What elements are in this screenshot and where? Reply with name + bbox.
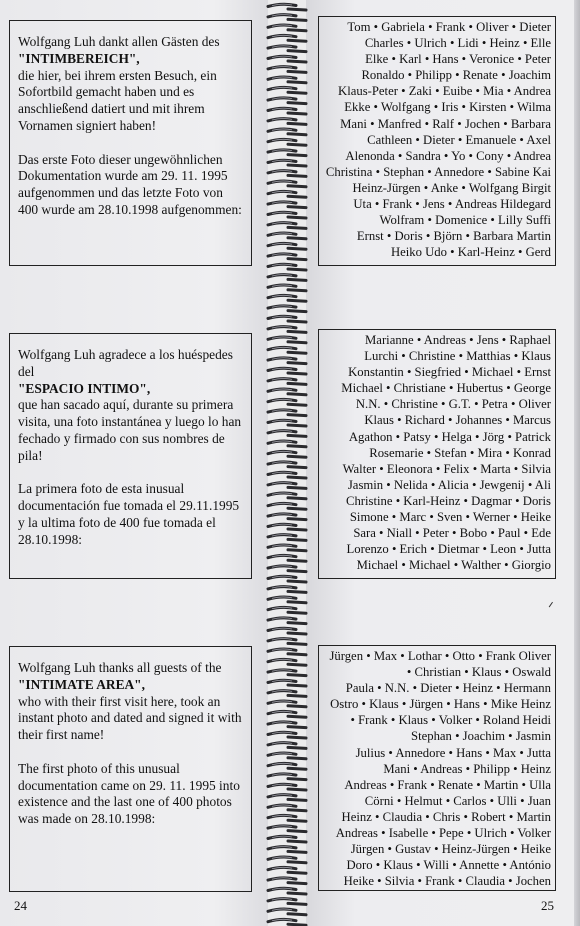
spiral-coil (268, 659, 306, 665)
spiral-coil (268, 171, 306, 177)
spiral-coil (268, 628, 306, 634)
spiral-coil (268, 139, 306, 145)
spiral-coil (268, 836, 306, 842)
spiral-coil (268, 680, 306, 686)
name-line: Mani • Andreas • Philipp • Heinz (383, 761, 551, 776)
spiral-coil (268, 514, 306, 520)
name-line: Ronaldo • Philipp • Renate • Joachim (361, 68, 551, 83)
spiral-coil (268, 4, 306, 10)
name-line: Ekke • Wolfgang • Iris • Kirsten • Wilma (344, 100, 551, 115)
spiral-coil (268, 639, 306, 645)
spiral-coil (268, 815, 306, 821)
spiral-coil (268, 483, 306, 489)
spiral-coil (268, 576, 306, 582)
spiral-coil (268, 441, 306, 447)
area-title: "INTIMATE AREA", (18, 676, 145, 692)
spiral-coil (268, 431, 306, 437)
spiral-coil (268, 108, 306, 114)
spiral-coil (268, 233, 306, 239)
spiral-coil (268, 743, 306, 749)
spiral-coil (268, 587, 306, 593)
intro-text: Wolfgang Luh agradece a los huéspedes del (18, 347, 233, 379)
name-line: Heinz-Jürgen • Anke • Wolfgang Birgit (352, 180, 551, 195)
spiral-coil (268, 150, 306, 156)
spiral-binding (262, 0, 312, 926)
text-box-spanish (9, 333, 252, 579)
spiral-coil (268, 327, 306, 333)
name-line: Elke • Karl • Hans • Veronice • Peter (365, 52, 551, 67)
spiral-coil (268, 316, 306, 322)
name-line: Heinz • Claudia • Chris • Robert • Martin (341, 809, 551, 824)
spiral-coil (268, 410, 306, 416)
spiral-coil (268, 795, 306, 801)
name-line: Uta • Frank • Jens • Andreas Hildegard (353, 197, 551, 212)
name-line: Ernst • Doris • Björn • Barbara Martin (356, 229, 551, 244)
spiral-coil (268, 722, 306, 728)
spiral-coil (268, 67, 306, 73)
spiral-coil (268, 119, 306, 125)
text-box-paragraph (18, 34, 245, 135)
name-line: Klaus-Peter • Zaki • Euibe • Mia • Andrea (338, 84, 551, 99)
name-line: Paula • N.N. • Dieter • Heinz • Hermann (345, 681, 551, 696)
spiral-coil (268, 535, 306, 541)
name-line: Charles • Ulrich • Lidi • Heinz • Elle (364, 36, 551, 51)
spiral-coil (268, 399, 306, 405)
note-text: La primera foto de esta inusual documentación fue tomada el 29.11.1995 y la ultima foto de 400 fue tomada el 28.10.1998: (18, 481, 240, 547)
spiral-coil (268, 888, 306, 894)
name-line: Lorenzo • Erich • Dietmar • Leon • Jutta (346, 542, 551, 557)
spiral-coil (268, 691, 306, 697)
spiral-coil (268, 202, 306, 208)
spiral-coil (268, 545, 306, 551)
spiral-coil (268, 275, 306, 281)
page-number-left: 24 (14, 898, 27, 913)
spiral-coil (268, 358, 306, 364)
name-line: Michael • Christiane • Hubertus • George (341, 381, 551, 396)
spiral-coil (268, 555, 306, 561)
spiral-coil (268, 212, 306, 218)
spiral-coil (268, 847, 306, 853)
area-title: "ESPACIO INTIMO", (18, 380, 151, 396)
spiral-coil (268, 618, 306, 624)
spiral-coil (268, 46, 306, 52)
spiral-coil (268, 264, 306, 270)
text-box-german (9, 20, 252, 266)
name-line: Andreas • Frank • Renate • Martin • Ulla (344, 777, 551, 792)
name-line: Konstantin • Siegfried • Michael • Ernst (348, 365, 551, 380)
name-line: Heiko Udo • Karl-Heinz • Gerd (390, 245, 551, 260)
spiral-coil (268, 420, 306, 426)
name-line: Andreas • Isabelle • Pepe • Ulrich • Volker (335, 826, 551, 841)
name-line: Jürgen • Gustav • Heinz-Jürgen • Heike (350, 842, 551, 857)
spiral-coil (268, 867, 306, 873)
name-list-box (318, 329, 556, 579)
spiral-coil (268, 649, 306, 655)
page-number-right: 25 (541, 898, 554, 913)
name-line: Walter • Eleonora • Felix • Marta • Silvia (342, 461, 551, 476)
spiral-coil (268, 701, 306, 707)
name-line: Christina • Stephan • Annedore • Sabine Kai (325, 164, 551, 179)
name-line: Jasmin • Nelida • Alicia • Jewgenij • Ali (347, 477, 551, 492)
spiral-coil (268, 15, 306, 21)
name-line: Tom • Gabriela • Frank • Oliver • Dieter (347, 20, 551, 34)
name-line: Marianne • Andreas • Jens • Raphael (365, 333, 551, 347)
name-line: N.N. • Christine • G.T. • Petra • Oliver (355, 397, 551, 412)
note-text: The first photo of this unusual documentation came on 29. 11. 1995 into existence and the last one of 400 photos was made on 28.10.1998: (18, 760, 240, 827)
spiral-coil (268, 899, 306, 905)
spiral-coil (268, 347, 306, 353)
spiral-coil (268, 160, 306, 166)
spiral-coil (268, 98, 306, 104)
spiral-coil (268, 368, 306, 374)
name-line: Simone • Marc • Sven • Werner • Heike (349, 510, 551, 525)
name-line: Michael • Michael • Walther • Giorgio (356, 558, 551, 573)
page-edge (574, 0, 580, 926)
spiral-coil (268, 379, 306, 385)
name-line: Christine • Karl-Heinz • Dagmar • Doris (346, 493, 551, 508)
name-line: • Christian • Klaus • Oswald (406, 665, 551, 680)
spiral-coil (268, 451, 306, 457)
spiral-coil (268, 524, 306, 530)
note-text: Das erste Foto dieser ungewöhnlichen Dokumentation wurde am 29. 11. 1995 aufgenommen und das letzte Foto von 400 wurde am 28.10.1998 aufgenommen: (18, 151, 242, 217)
name-line: Lurchi • Christine • Matthias • Klaus (364, 349, 551, 364)
spiral-coil (268, 389, 306, 395)
spiral-coil (268, 909, 306, 915)
body-text: die hier, bei ihrem ersten Besuch, ein Sofortbild gemacht haben und es anschließend datiert und mit ihrem Vornamen signiert haben! (18, 67, 217, 133)
spiral-coil (268, 774, 306, 780)
spiral-coil (268, 732, 306, 738)
spiral-coil (268, 337, 306, 343)
spiral-coil (268, 25, 306, 31)
spiral-coil (268, 254, 306, 260)
name-line: Agathon • Patsy • Helga • Jörg • Patrick (348, 429, 551, 444)
text-box-paragraph (18, 660, 245, 744)
name-line: Cathleen • Dieter • Emanuele • Axel (367, 132, 551, 147)
intro-text: Wolfgang Luh thanks all guests of the (18, 660, 222, 675)
name-line: Doro • Klaus • Willi • Annette • António (346, 858, 551, 873)
spiral-coil (268, 129, 306, 135)
name-line: Alenonda • Sandra • Yo • Cony • Andrea (345, 148, 551, 163)
name-line: Jürgen • Max • Lothar • Otto • Frank Oliver (329, 649, 551, 663)
spiral-coil (268, 784, 306, 790)
spiral-coil (268, 462, 306, 468)
name-list-box (318, 645, 556, 891)
spiral-coil (268, 670, 306, 676)
spiral-coil (268, 243, 306, 249)
spiral-coil (268, 763, 306, 769)
text-box-english (9, 646, 252, 892)
name-line: Cörni • Helmut • Carlos • Ulli • Juan (364, 793, 551, 808)
spiral-coil (268, 805, 306, 811)
body-text: who with their first visit here, took an instant photo and dated and signed it with their first name! (18, 693, 242, 743)
name-line: Sara • Niall • Peter • Bobo • Paul • Ede (353, 526, 551, 541)
spiral-coil (268, 181, 306, 187)
spiral-coil (268, 711, 306, 717)
spiral-coil (268, 285, 306, 291)
spiral-coil (268, 306, 306, 312)
name-list-box (318, 16, 556, 266)
name-line: Wolfram • Domenice • Lilly Suffi (379, 213, 551, 228)
name-line: Rosemarie • Stefan • Mira • Konrad (369, 445, 551, 460)
name-line: Heike • Silvia • Frank • Claudia • Jochen (343, 874, 551, 889)
name-line: • Frank • Klaus • Volker • Roland Heidi (350, 713, 551, 728)
spiral-coil (268, 826, 306, 832)
body-text: que han sacado aquí, durante su primera visita, una foto instantánea y luego lo han fechado y firmado con sus nombres de pila! (18, 397, 242, 463)
area-title: "INTIMBEREICH", (18, 50, 140, 66)
spiral-coil (268, 472, 306, 478)
spiral-coil (268, 919, 306, 925)
spiral-coil (268, 77, 306, 83)
spiral-coil (268, 295, 306, 301)
text-box-paragraph (18, 347, 245, 465)
spiral-coil (268, 493, 306, 499)
name-line: Ostro • Klaus • Jürgen • Hans • Mike Heinz (330, 697, 551, 712)
spiral-coil (268, 753, 306, 759)
spiral-coil (268, 35, 306, 41)
spiral-coil (268, 223, 306, 229)
name-line: Julius • Annedore • Hans • Max • Jutta (355, 745, 551, 760)
spiral-coil (268, 191, 306, 197)
spiral-coil (268, 597, 306, 603)
name-line: Stephan • Joachim • Jasmin (411, 729, 551, 744)
spiral-coil (268, 857, 306, 863)
spiral-coil (268, 87, 306, 93)
spiral-coil (268, 878, 306, 884)
name-line: Mani • Manfred • Ralf • Jochen • Barbara (340, 116, 551, 131)
spiral-coil (268, 56, 306, 62)
spiral-coil (268, 607, 306, 613)
intro-text: Wolfgang Luh dankt allen Gästen des (18, 34, 220, 49)
name-line: Klaus • Richard • Johannes • Marcus (364, 413, 551, 428)
spiral-coil (268, 566, 306, 572)
spiral-coil (268, 503, 306, 509)
